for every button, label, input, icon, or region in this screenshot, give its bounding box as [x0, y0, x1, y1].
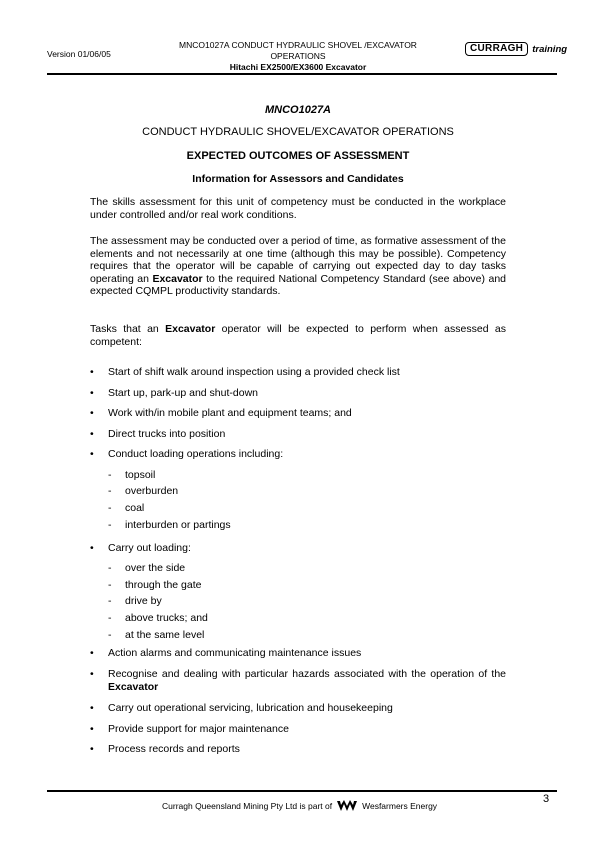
list-item-text: Action alarms and communicating maintenance issues [108, 647, 362, 659]
list-item-text: Process records and reports [108, 743, 240, 755]
curragh-logo-mark: CURRAGH [465, 42, 528, 56]
list-item-text: Work with/in mobile plant and equipment teams; and [108, 407, 352, 419]
dash-marker: - [108, 579, 112, 591]
header-title-line3: Hitachi EX2500/EX3600 Excavator [229, 62, 367, 72]
footer-divider [47, 790, 557, 792]
page-number: 3 [543, 793, 550, 805]
dash-marker: - [108, 469, 112, 481]
footer-text [162, 799, 437, 813]
dash-marker: - [108, 502, 112, 514]
sub-list-item-text: at the same level [125, 629, 205, 641]
bullet-marker: • [90, 647, 94, 659]
sub-list-item-text: topsoil [125, 469, 156, 481]
paragraph-assessment-text-b: to the required National Competency Standard (see above) and expected CQMPL productivity standards. [90, 272, 506, 298]
wesfarmers-logo-icon [336, 799, 358, 813]
sub-list-item-text: above trucks; and [125, 612, 208, 624]
paragraph-conditions: The skills assessment for this unit of competency must be conducted in the workplace under controlled and/or real work conditions. [90, 196, 506, 221]
header-title-line1: MNCO1027A CONDUCT HYDRAULIC SHOVEL /EXCAVATOR [179, 40, 417, 50]
paragraph-tasks-text-b: operator will be expected to perform when assessed as competent: [90, 323, 506, 348]
dash-marker: - [108, 562, 112, 574]
sub-list-item-text: overburden [125, 485, 179, 497]
dash-marker: - [108, 629, 112, 641]
unit-code: MNCO1027A [264, 104, 332, 116]
dash-marker: - [108, 519, 112, 531]
bullet-marker: • [90, 387, 94, 399]
list-item-text [108, 668, 506, 693]
sub-list-item-text: interburden or partings [125, 519, 231, 531]
paragraph-tasks-bold: Excavator [165, 323, 216, 335]
footer-text-b: Wesfarmers Energy [362, 801, 438, 811]
unit-title: CONDUCT HYDRAULIC SHOVEL/EXCAVATOR OPERATIONS [142, 126, 454, 138]
list-item-text: Provide support for major maintenance [108, 723, 289, 735]
bullet-marker: • [90, 743, 94, 755]
header-title [150, 40, 446, 73]
list-item-text: Carry out loading: [108, 542, 191, 554]
sub-list-item-text: over the side [125, 562, 186, 574]
version-label: Version 01/06/05 [47, 49, 111, 59]
section-subheading: Information for Assessors and Candidates [192, 173, 404, 185]
bullet-marker: • [90, 428, 94, 440]
list-item-text: Conduct loading operations including: [108, 448, 284, 460]
sub-list-item-text: drive by [125, 595, 162, 607]
curragh-logo-training: training [532, 43, 568, 55]
list-item-text: Start up, park-up and shut-down [108, 387, 259, 399]
footer-text-a: Curragh Queensland Mining Pty Ltd is part of [162, 801, 333, 811]
list-item-text: Direct trucks into position [108, 428, 226, 440]
header-title-line2: OPERATIONS [270, 51, 326, 61]
bullet-marker: • [90, 407, 94, 419]
list-item-text: Start of shift walk around inspection using a provided check list [108, 366, 400, 378]
bullet-marker: • [90, 366, 94, 378]
list-item-text-a: Recognise and dealing with particular hazards associated with the operation of the [108, 668, 506, 680]
bullet-marker: • [90, 723, 94, 735]
sub-list-item-text: through the gate [125, 579, 202, 591]
bullet-marker: • [90, 702, 94, 714]
paragraph-assessment-bold: Excavator [152, 272, 203, 285]
list-item-text: Carry out operational servicing, lubrication and housekeeping [108, 702, 393, 714]
bullet-marker: • [90, 542, 94, 554]
curragh-logo [465, 41, 567, 57]
paragraph-tasks-text-a: Tasks that an [90, 323, 166, 335]
paragraph-tasks-intro [90, 323, 506, 348]
dash-marker: - [108, 485, 112, 497]
header-divider [47, 73, 557, 75]
section-heading: EXPECTED OUTCOMES OF ASSESSMENT [186, 150, 410, 162]
bullet-marker: • [90, 668, 94, 680]
paragraph-assessment-text-a: The assessment may be conducted over a period of time, as formative assessment of the elements and not necessarily at one time (although this may be possible). Competency requires that the operator will be capable of carrying out expected day to day tasks operating an [90, 235, 506, 285]
list-item-text-bold: Excavator [108, 680, 159, 693]
sub-list-item-text: coal [125, 502, 145, 514]
dash-marker: - [108, 612, 112, 624]
paragraph-assessment [90, 235, 506, 298]
dash-marker: - [108, 595, 112, 607]
bullet-marker: • [90, 448, 94, 460]
